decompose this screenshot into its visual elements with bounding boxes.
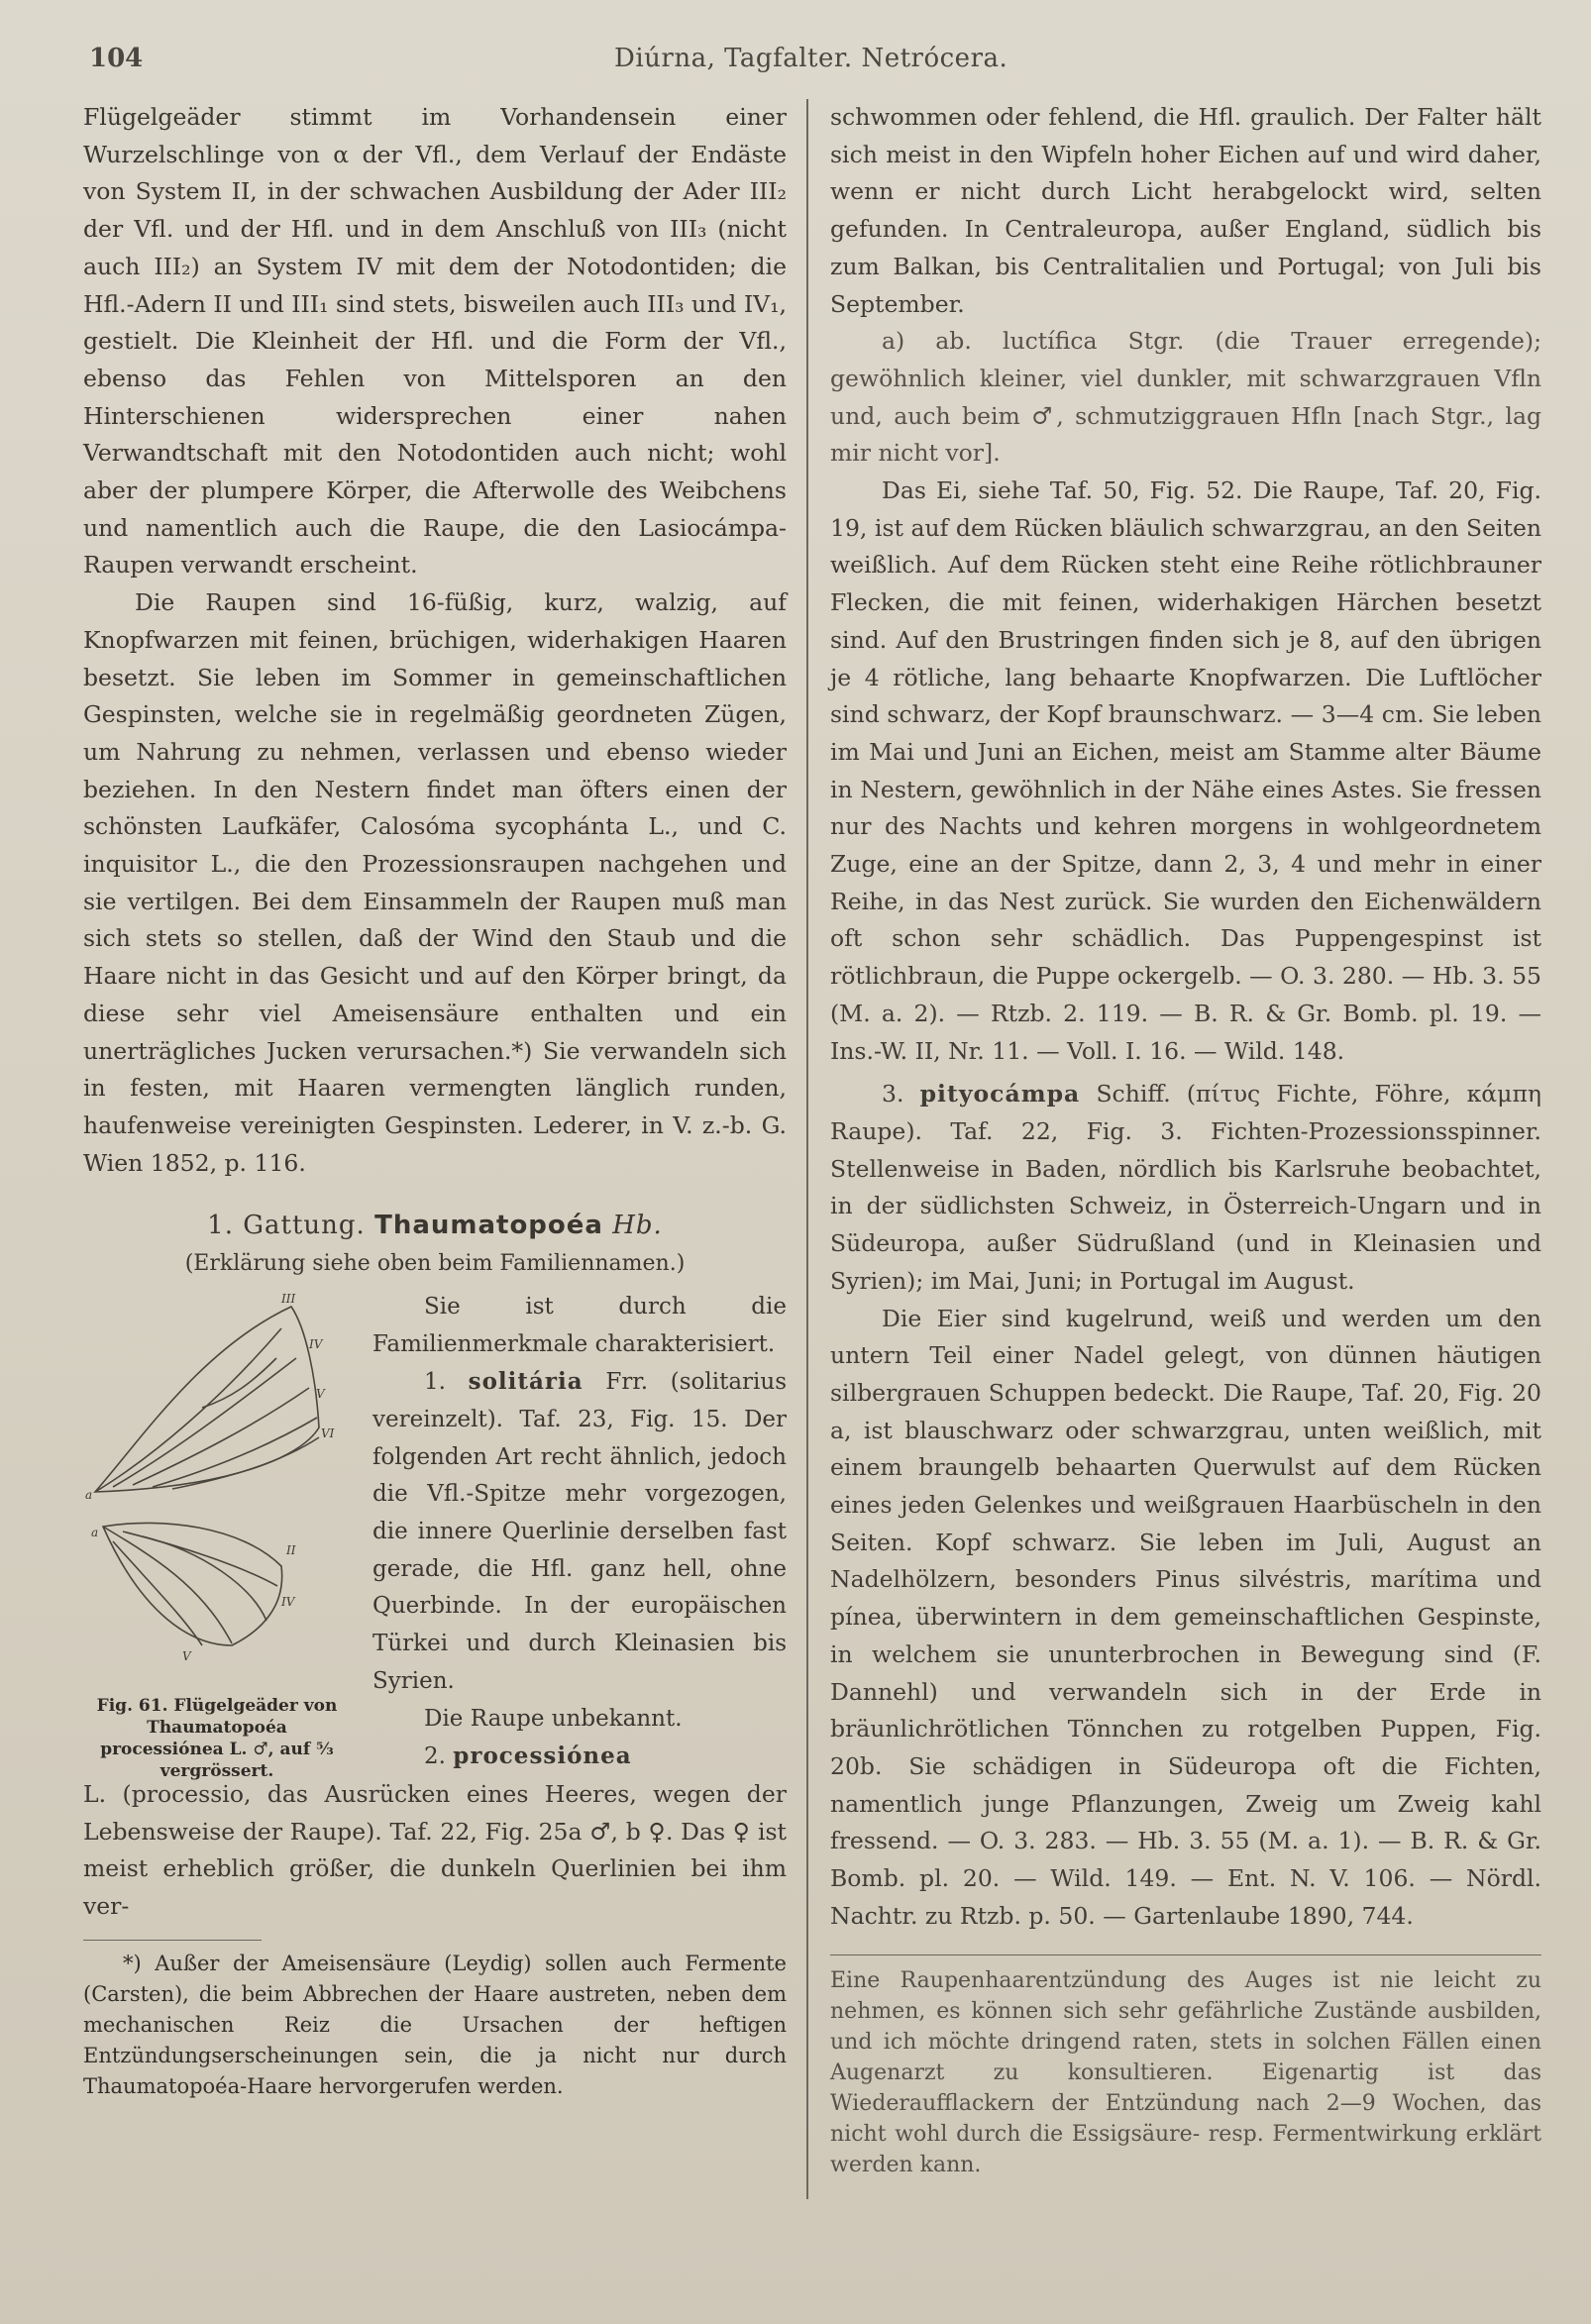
footnote-rule (83, 1940, 262, 1941)
genus-name: Thaumatopoéa (374, 1211, 603, 1241)
footnote-continuation: Eine Raupenhaarentzündung des Auges ist nie leicht zu nehmen, es können sich sehr gefährliche Zustände ausbilden, und ich möchte dringend raten, stets in solchen Fällen einen Augenarzt zu konsultieren. Eigenartig ist das Wiederaufflackern der Entzündung nach 2—9 Wochen, das nicht wohl durch die Essigsäure- resp. Fermentwirkung erklärt werden kann. (830, 1968, 1541, 2178)
species-name-solitaria: solitária (468, 1368, 583, 1396)
species-pityocampa (830, 1076, 1541, 1300)
figure-caption: Fig. 61. Flügelgeäder von Thaumatopoéa processiónea L. ♂, auf ⁵⁄₃ vergrössert. (96, 1695, 338, 1781)
species-text-pityocampa: Schiff. (πίτυς Fichte, Föhre, κάμπη Raupe). Taf. 22, Fig. 3. Fichten-Prozessionsspinner. Stellenweise in Baden, nördlich bis Karlsruhe beobachtet, in der südlichsten Schweiz, in Österreich-Ungarn und in Südeuropa, außer Südrußland (und in Kleinasien und Syrien); im Mai, Juni; in Portugal im August. (830, 1080, 1541, 1295)
svg-text:III: III (281, 1291, 296, 1306)
right-column (830, 99, 1541, 2180)
species-text-solitaria: Frr. (solitarius vereinzelt). Taf. 23, Fig. 15. Der folgenden Art recht ähnlich, jedoch die Vfl.-Spitze mehr vorgezogen, die innere Querlinie derselben fast gerade, die Hfl. ganz hell, ohne Querbinde. In der europäischen Türkei und durch Kleinasien bis Syrien. (372, 1369, 788, 1694)
figure-block (83, 1289, 788, 1781)
paragraph-venation: Flügelgeäder stimmt im Vorhandensein einer Wurzelschlinge von α der Vfl., dem Verlauf der Endäste von System II, in der schwachen Ausbildung der Ader III₂ der Vfl. und der Hfl. und in dem Anschluß von III₃ (nicht auch III₂) an System IV mit dem der Notodontiden; die Hfl.-Adern II und III₁ sind stets, bisweilen auch III₃ und IV₁, gestielt. Die Kleinheit der Hfl. und die Form der Vfl., ebenso das Fehlen von Mittelsporen an den Hinterschienen widersprechen einer nahen Verwandtschaft mit den Notodontiden auch nicht; wohl aber der plumpere Körper, die Afterwolle des Weibchens und namentlich auch die Raupe, die den Lasiocámpa-Raupen verwandt erscheint. (83, 103, 787, 580)
species-name-pityocampa: pityocámpa (919, 1080, 1081, 1109)
running-title: Diúrna, Tagfalter. Netrócera. (614, 44, 1008, 73)
species-processionea-text: L. (processio, das Ausrücken eines Heeres, wegen der Lebensweise der Raupe). Taf. 22, Fig. 25a ♂, b ♀. Das ♀ ist meist erheblich größer, die dunkeln Querlinien bei ihm ver- (83, 1779, 787, 1920)
genus-author: Hb. (612, 1211, 663, 1241)
wing-venation-figure (83, 1289, 351, 1695)
species-processionea-start (372, 1738, 787, 1776)
left-column (83, 99, 787, 2102)
genus-heading (83, 1208, 787, 1245)
figure-side-text (372, 1289, 787, 1776)
species-number: 3. (882, 1080, 904, 1109)
column-divider (806, 99, 808, 2199)
svg-text:II: II (286, 1542, 296, 1557)
species-number: 1. (424, 1369, 446, 1396)
paragraph-caterpillars: Die Raupen sind 16-füßig, kurz, walzig, auf Knopfwarzen mit feinen, brüchigen, widerhakigen Haaren besetzt. Sie leben im Sommer in gemeinschaftlichen Gespinsten, welche sie in regelmäßig geordneten Zügen, um Nahrung zu nehmen, verlassen und ebenso wieder beziehen. In den Nestern findet man öfters einen der schönsten Laufkäfer, Calosóma sycophánta L., und C. inquisitor L., die den Prozessionsraupen nachgehen und sie vertilgen. Bei dem Einsammeln der Raupen muß man sich stets so stellen, daß der Wind den Staub und die Haare nicht in das Gesicht und auf den Körper bringt, da diese sehr viel Ameisensäure enthalten und ein unerträgliches Jucken verursachen.*) Sie verwandeln sich in festen, mit Haaren vermengten länglich runden, haufenweise vereinigten Gespinsten. Lederer, in V. z.-b. G. Wien 1852, p. 116. (83, 588, 787, 1177)
paragraph-egg-larva: Das Ei, siehe Taf. 50, Fig. 52. Die Raupe, Taf. 20, Fig. 19, ist auf dem Rücken bläulich schwarzgrau, an den Seiten weißlich. Auf dem Rücken steht eine Reihe rötlichbrauner Flecken, die mit feinen, widerhakigen Härchen besetzt sind. Auf den Brustringen finden sich je 8, auf den übrigen je 4 rötliche, lang behaarte Knopfwarzen. Die Luftlöcher sind schwarz, der Kopf braunschwarz. — 3—4 cm. Sie leben im Mai und Juni an Eichen, meist am Stamme alter Bäume in Nestern, gewöhnlich in der Nähe eines Astes. Sie fressen nur des Nachts und kehren morgens in wohlgeordnetem Zuge, eine an der Spitze, dann 2, 3, 4 und mehr in einer Reihe, in das Nest zurück. Sie wurden den Eichenwäldern oft schon sehr schädlich. Das Puppengespinst ist rötlichbraun, die Puppe ockergelb. — O. 3. 280. — Hb. 3. 55 (M. a. 2). — Rtzb. 2. 119. — B. R. & Gr. Bomb. pl. 19. — Ins.-W. II, Nr. 11. — Voll. I. 16. — Wild. 148. (830, 476, 1541, 1065)
genus-note: (Erklärung siehe oben beim Familiennamen.) (184, 1251, 686, 1277)
svg-text:IV: IV (281, 1594, 295, 1609)
svg-text:V: V (316, 1386, 325, 1401)
species-solitaria (372, 1363, 787, 1700)
species-solitaria-caterpillar: Die Raupe unbekannt. (424, 1705, 683, 1732)
page-header (89, 40, 1512, 83)
svg-text:IV: IV (309, 1336, 323, 1351)
footnote: *) Außer der Ameisensäure (Leydig) sollen auch Fermente (Carsten), die beim Abbrechen der Haare austreten, neben dem mechanischen Reiz die Ursachen der heftigen Entzündungserscheinungen sein, die ja nicht nur durch Thaumatopoéa-Haare hervorgerufen werden. (83, 1951, 787, 2098)
svg-text:V: V (182, 1648, 191, 1663)
svg-text:a: a (91, 1525, 99, 1539)
svg-text:a: a (85, 1487, 93, 1502)
svg-text:VI: VI (321, 1426, 335, 1440)
page-number: 104 (89, 44, 144, 73)
footnote-rule-right (830, 1954, 1541, 1955)
genus-characterization: Sie ist durch die Familienmerkmale charakterisiert. (372, 1293, 787, 1357)
paragraph-pityocampa-biology: Die Eier sind kugelrund, weiß und werden um den untern Teil einer Nadel gelegt, von dünnen häutigen silbergrauen Schuppen bedeckt. Die Raupe, Taf. 20, Fig. 20 a, ist blauschwarz oder schwarzgrau, unten weißlich, mit einem braungelb behaarten Querwulst auf dem Rücken eines jeden Gelenkes und weißgrauen Haarbüscheln in den Seiten. Kopf schwarz. Sie leben im Juli, August an Nadelhölzern, besonders Pinus silvéstris, marítima und pínea, überwintern in dem gemeinschaftlichen Gespinste, in welchem sie ununterbrochen in Bewegung sind (F. Dannehl) und verwandeln sich in der Erde in bräunlichrötlichen Tönnchen zu rotgelben Puppen, Fig. 20b. Sie schädigen in Südeuropa oft die Fichten, namentlich junge Pflanzungen, Zweig um Zweig kahl fressend. — O. 3. 283. — Hb. 3. 55 (M. a. 1). — B. R. & Gr. Bomb. pl. 20. — Wild. 149. — Ent. N. V. 106. — Nördl. Nachtr. zu Rtzb. p. 50. — Gartenlaube 1890, 744. (830, 1304, 1541, 1930)
genus-label: 1. Gattung. (207, 1211, 366, 1241)
paragraph-aberration: a) ab. luctífica Stgr. (die Trauer erregende); gewöhnlich kleiner, viel dunkler, mit schwarzgrauen Vfln und, auch beim ♂, schmutziggrauen Hfln [nach Stgr., lag mir nicht vor]. (830, 327, 1541, 468)
paragraph-adult: schwommen oder fehlend, die Hfl. graulich. Der Falter hält sich meist in den Wipfeln hoher Eichen auf und wird daher, wenn er nicht durch Licht herabgelockt wird, selten gefunden. In Centraleuropa, außer England, südlich bis zum Balkan, bis Centralitalien und Portugal; von Juli bis September. (830, 103, 1541, 318)
species-number: 2. (424, 1743, 446, 1770)
species-name-processionea: processiónea (453, 1743, 632, 1770)
